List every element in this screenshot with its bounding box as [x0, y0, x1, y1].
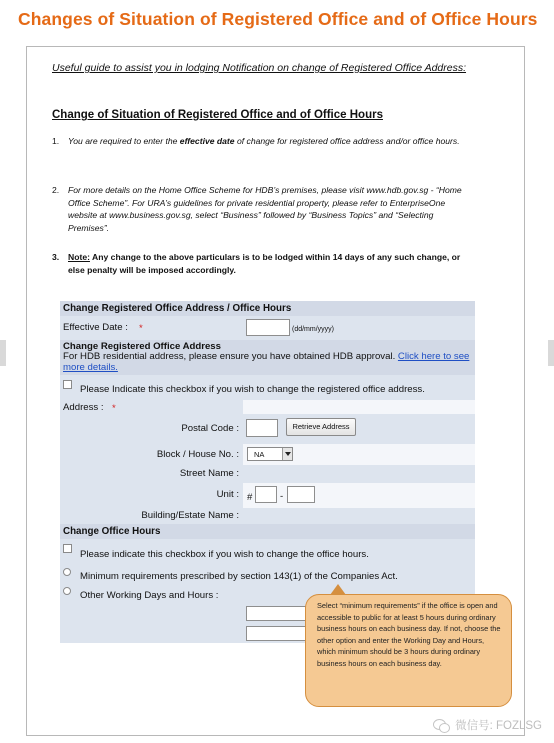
note-label: Note: — [68, 252, 90, 262]
registered-office-section — [60, 340, 475, 375]
unit-number-input[interactable] — [287, 486, 315, 503]
form-section-header: Change Registered Office Address / Office Hours — [60, 301, 475, 316]
note-bold: effective date — [179, 136, 235, 146]
date-format-hint: (dd/mm/yyyy) — [292, 326, 334, 333]
unit-row — [60, 483, 475, 508]
office-hours-header: Change Office Hours — [60, 524, 475, 539]
postal-code-row — [60, 414, 475, 444]
note-text: For more details on the Home Office Scheme for HDB’s premises, please visit www.hdb.gov.sg - “Home Office Scheme”. For URA’s guidelines for private residential property, please refer to EnterpriseOne website at www.business.gov.sg, select “Business” followed by “Business Topics” and “Selecting Premises”. — [68, 185, 462, 233]
address-value-cell — [243, 400, 475, 414]
unit-value-cell — [243, 483, 475, 508]
unit-label: Unit : — [216, 489, 239, 500]
note-text: You are required to enter the — [68, 136, 180, 146]
registered-office-header: Change Registered Office Address — [63, 341, 221, 352]
note-number: 3. — [52, 252, 60, 262]
minimum-requirements-radio[interactable] — [63, 568, 71, 576]
building-value-cell — [243, 508, 475, 524]
page-title: Changes of Situation of Registered Office and of Office Hours — [18, 8, 538, 29]
tip-callout: Select “minimum requirements” if the office is open and accessible to public for at least 5 hours during ordinary business hours on each business day. If not, choose the other option and enter the Working Day and Hours, which minimum should be 3 hours during ordinary business hours on each business day. — [305, 594, 512, 707]
block-row — [60, 444, 475, 465]
street-row — [60, 465, 475, 483]
note-number: 2. — [52, 185, 60, 195]
office-hours-checkbox[interactable] — [63, 544, 72, 553]
block-select-value: NA — [254, 450, 265, 459]
section-title: Change of Situation of Registered Office and of Office Hours — [52, 109, 383, 121]
block-select[interactable] — [247, 447, 293, 461]
note-text: of change for registered office address and/or office hours. — [234, 136, 460, 146]
minimum-requirements-row — [60, 564, 475, 585]
address-row — [60, 400, 475, 414]
watermark-text: 微信号: FOZLSG — [455, 720, 542, 732]
change-address-label: Please Indicate this checkbox if you wish to change the registered office address. — [80, 384, 425, 395]
office-hours-checkbox-row — [60, 539, 475, 564]
unit-label-cell — [60, 483, 243, 508]
effective-date-input[interactable] — [246, 319, 290, 336]
header-banner — [0, 0, 554, 38]
watermark — [433, 717, 542, 733]
change-address-row — [60, 375, 475, 400]
unit-floor-input[interactable] — [255, 486, 277, 503]
unit-hash: # — [247, 492, 253, 503]
required-mark: * — [139, 323, 143, 334]
postal-code-input[interactable] — [246, 419, 278, 437]
left-edge-marker — [0, 340, 6, 366]
change-address-checkbox[interactable] — [63, 380, 72, 389]
block-label: Block / House No. : — [156, 449, 239, 460]
unit-dash: - — [280, 491, 284, 502]
other-hours-radio[interactable] — [63, 587, 71, 595]
chevron-down-icon — [282, 448, 292, 460]
other-hours-label: Other Working Days and Hours : — [80, 590, 219, 601]
address-label: Address : — [63, 402, 104, 413]
effective-date-label: Effective Date : — [63, 322, 128, 333]
minimum-requirements-label: Minimum requirements prescribed by section 143(1) of the Companies Act. — [80, 571, 398, 582]
working-days-input[interactable] — [246, 606, 306, 621]
note-1 — [52, 135, 472, 148]
street-label: Street Name : — [179, 468, 239, 479]
effective-date-row — [60, 316, 475, 340]
note-2 — [52, 184, 472, 234]
note-number: 1. — [52, 136, 60, 146]
right-edge-marker — [548, 340, 554, 366]
building-row — [60, 508, 475, 524]
required-mark: * — [112, 403, 116, 414]
postal-code-label: Postal Code : — [181, 423, 239, 434]
hdb-notice — [63, 352, 473, 373]
note-3 — [52, 251, 472, 276]
hdb-details-link[interactable]: Click here to see more details. — [63, 351, 470, 373]
street-value-cell — [243, 465, 475, 483]
building-label: Building/Estate Name : — [141, 510, 239, 521]
office-hours-checkbox-label: Please indicate this checkbox if you wish to change the office hours. — [80, 549, 369, 560]
wechat-icon — [433, 718, 451, 732]
retrieve-address-button[interactable]: Retrieve Address — [286, 418, 356, 436]
note-text: Any change to the above particulars is to be lodged within 14 days of any such change, or else penalty will be imposed accordingly. — [68, 252, 461, 275]
guide-heading: Useful guide to assist you in lodging Notification on change of Registered Office Address: — [52, 62, 467, 74]
hdb-notice-text: For HDB residential address, please ensure you have obtained HDB approval. — [63, 351, 396, 362]
working-hours-input[interactable] — [246, 626, 306, 641]
